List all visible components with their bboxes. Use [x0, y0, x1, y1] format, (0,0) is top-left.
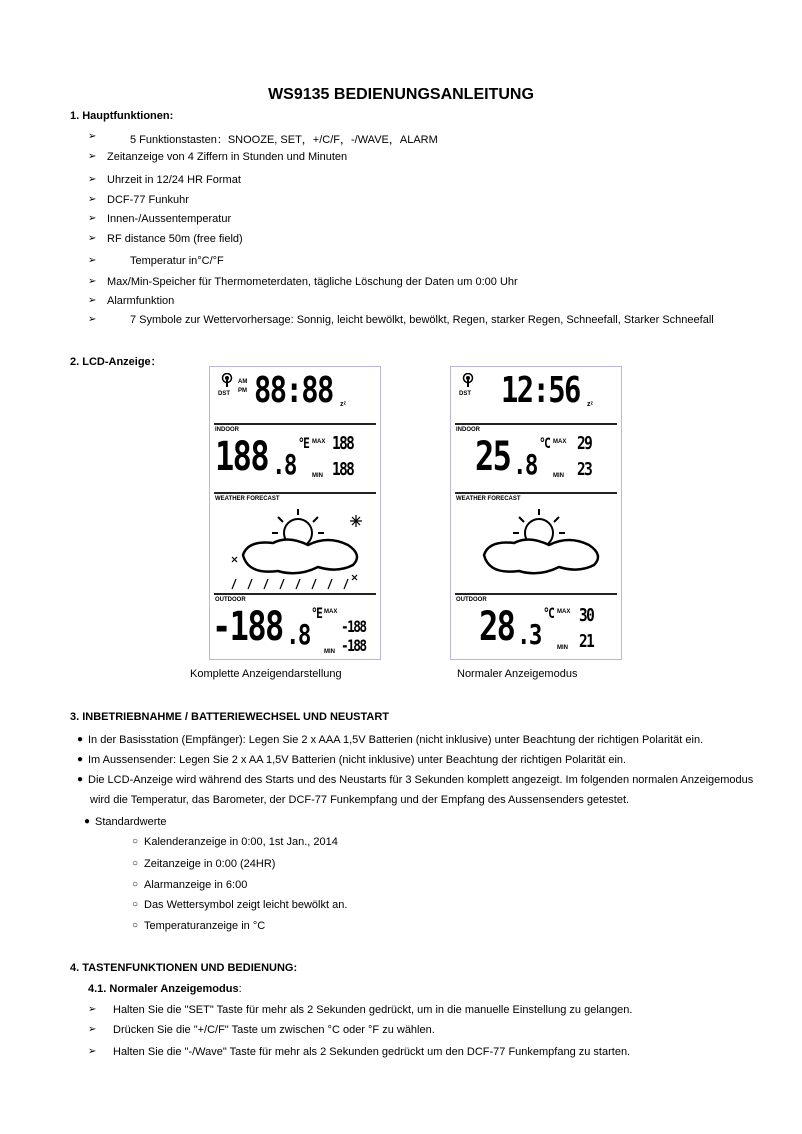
list-item: Uhrzeit in 12/24 HR Format [107, 174, 241, 186]
list-item: Standardwerte [95, 816, 167, 828]
max-label: MAX [553, 439, 567, 445]
list-item: wird die Temperatur, das Barometer, der DCF-77 Funkempfang und der Empfang des Aussensenders getestet. [90, 794, 630, 806]
max-label: MAX [312, 439, 326, 445]
circle-bullet-icon: ○ [132, 858, 139, 869]
indoor-unit: °E [298, 436, 309, 452]
list-item: Max/Min-Speicher für Thermometerdaten, tägliche Löschung der Daten um 0:00 Uhr [107, 276, 518, 288]
outdoor-temp-decimal: .8 [286, 618, 310, 651]
indoor-max: 29 [577, 433, 592, 454]
indoor-temp: 188 [215, 434, 268, 480]
min-label: MIN [557, 645, 568, 651]
indoor-temp-decimal: .8 [513, 448, 537, 481]
outdoor-max: -188 [341, 617, 366, 636]
list-item: Halten Sie die "-/Wave" Taste für mehr als 2 Sekunden gedrückt um den DCF-77 Funkempfang zu starten. [113, 1046, 631, 1058]
outdoor-unit: °C [543, 606, 554, 622]
circle-bullet-icon: ○ [132, 836, 139, 847]
list-item: Halten Sie die "SET" Taste für mehr als 2 Sekunden gedrückt, um in die manuelle Einstellung zu gelangen. [113, 1004, 633, 1016]
indoor-label: INDOOR [215, 427, 239, 433]
weather-sun-cloud-snow-icon [228, 505, 368, 590]
arrow-bullet-icon: ➢ [88, 194, 97, 205]
subsection-colon: : [238, 983, 242, 995]
arrow-bullet-icon: ➢ [88, 233, 97, 244]
antenna-icon [220, 373, 234, 387]
max-label: MAX [557, 609, 571, 615]
arrow-bullet-icon: ➢ [88, 295, 97, 306]
list-item: Innen-/Aussentemperatur [107, 213, 232, 225]
sub-list-item: Kalenderanzeige in 0:00, 1st Jan., 2014 [144, 836, 338, 848]
list-item: DCF-77 Funkuhr [107, 194, 189, 206]
list-item: 7 Symbole zur Wettervorhersage: Sonnig, leicht bewölkt, bewölkt, Regen, starker Regen, Schneefall, Starker Schneefall [130, 314, 714, 326]
arrow-bullet-icon: ➢ [88, 1046, 97, 1057]
section-1-heading: 1. Hauptfunktionen: [70, 110, 174, 122]
subsection-4-1-heading [88, 983, 242, 995]
min-label: MIN [324, 649, 335, 655]
list-item: Drücken Sie die "+/C/F" Taste um zwischen °C oder °F zu wählen. [113, 1024, 435, 1036]
list-item: In der Basisstation (Empfänger): Legen Sie 2 x AAA 1,5V Batterien (nicht inklusive) unter Beachtung der richtigen Polarität ein. [88, 734, 704, 746]
am-label: AM [238, 379, 248, 385]
list-item: Alarmfunktion [107, 295, 175, 307]
bullet-icon: ● [77, 734, 84, 745]
max-label: MAX [324, 609, 338, 615]
arrow-bullet-icon: ➢ [88, 131, 97, 142]
indoor-temp-decimal: .8 [272, 448, 296, 481]
indoor-min: 188 [332, 459, 354, 480]
min-label: MIN [312, 473, 323, 479]
arrow-bullet-icon: ➢ [88, 174, 97, 185]
indoor-label: INDOOR [456, 427, 480, 433]
dst-label: DST [459, 391, 471, 397]
bullet-icon: ● [77, 774, 84, 785]
list-item: RF distance 50m (free field) [107, 233, 243, 245]
outdoor-temp: -188 [212, 604, 283, 650]
bullet-icon: ● [84, 816, 91, 827]
lcd-full-caption: Komplette Anzeigendarstellung [190, 668, 342, 680]
indoor-unit: °C [539, 436, 550, 452]
snooze-indicator: zᶻ [587, 401, 594, 408]
forecast-label: WEATHER FORECAST [456, 496, 521, 502]
section-3-heading: 3. INBETRIEBNAHME / BATTERIEWECHSEL UND NEUSTART [70, 711, 390, 723]
indoor-temp: 25 [475, 434, 511, 480]
arrow-bullet-icon: ➢ [88, 276, 97, 287]
bullet-icon: ● [77, 754, 84, 765]
time-digits: 88:88 [254, 370, 333, 411]
outdoor-temp: 28 [479, 604, 515, 650]
outdoor-label: OUTDOOR [215, 597, 246, 603]
outdoor-label: OUTDOOR [456, 597, 487, 603]
document-title: WS9135 BEDIENUNGSANLEITUNG [268, 86, 534, 103]
circle-bullet-icon: ○ [132, 879, 139, 890]
forecast-label: WEATHER FORECAST [215, 496, 280, 502]
outdoor-min: 21 [579, 631, 594, 652]
time-digits: 12:56 [501, 370, 580, 411]
arrow-bullet-icon: ➢ [88, 1024, 97, 1035]
arrow-bullet-icon: ➢ [88, 255, 97, 266]
lcd-full-display [209, 366, 381, 660]
lcd-normal-display [450, 366, 622, 660]
outdoor-temp-decimal: .3 [517, 618, 541, 651]
sub-list-item: Das Wettersymbol zeigt leicht bewölkt an. [144, 899, 348, 911]
antenna-icon [461, 373, 475, 387]
sub-list-item: Temperaturanzeige in °C [144, 920, 266, 932]
dst-label: DST [218, 391, 230, 397]
subsection-title: 4.1. Normaler Anzeigemodus [88, 983, 239, 995]
arrow-bullet-icon: ➢ [88, 151, 97, 162]
arrow-bullet-icon: ➢ [88, 1004, 97, 1015]
outdoor-unit: °E [311, 606, 322, 622]
indoor-min: 23 [577, 459, 592, 480]
list-item: Im Aussensender: Legen Sie 2 x AA 1,5V Batterien (nicht inklusive) unter Beachtung der richtigen Polarität ein. [88, 754, 627, 766]
circle-bullet-icon: ○ [132, 899, 139, 910]
circle-bullet-icon: ○ [132, 920, 139, 931]
lcd-normal-caption: Normaler Anzeigemodus [457, 668, 578, 680]
pm-label: PM [238, 388, 247, 394]
snooze-indicator: zᶻ [340, 401, 347, 408]
sub-list-item: Zeitanzeige in 0:00 (24HR) [144, 858, 276, 870]
indoor-max: 188 [332, 433, 354, 454]
arrow-bullet-icon: ➢ [88, 314, 97, 325]
section-4-heading: 4. TASTENFUNKTIONEN UND BEDIENUNG: [70, 962, 298, 974]
arrow-bullet-icon: ➢ [88, 213, 97, 224]
sub-list-item: Alarmanzeige in 6:00 [144, 879, 248, 891]
min-label: MIN [553, 473, 564, 479]
section-2-heading: 2. LCD-Anzeige： [70, 356, 162, 368]
list-item: Zeitanzeige von 4 Ziffern in Stunden und Minuten [107, 151, 348, 163]
outdoor-min: -188 [341, 636, 366, 655]
list-item: 5 Funktionstasten：SNOOZE, SET，+/C/F，-/WAVE，ALARM [130, 134, 438, 146]
list-item: Die LCD-Anzeige wird während des Starts und des Neustarts für 3 Sekunden komplett angezeigt. Im folgenden normalen Anzeigemodus [88, 774, 754, 786]
list-item: Temperatur in°C/°F [130, 255, 224, 267]
weather-sun-cloud-icon [469, 505, 609, 590]
outdoor-max: 30 [579, 605, 594, 626]
